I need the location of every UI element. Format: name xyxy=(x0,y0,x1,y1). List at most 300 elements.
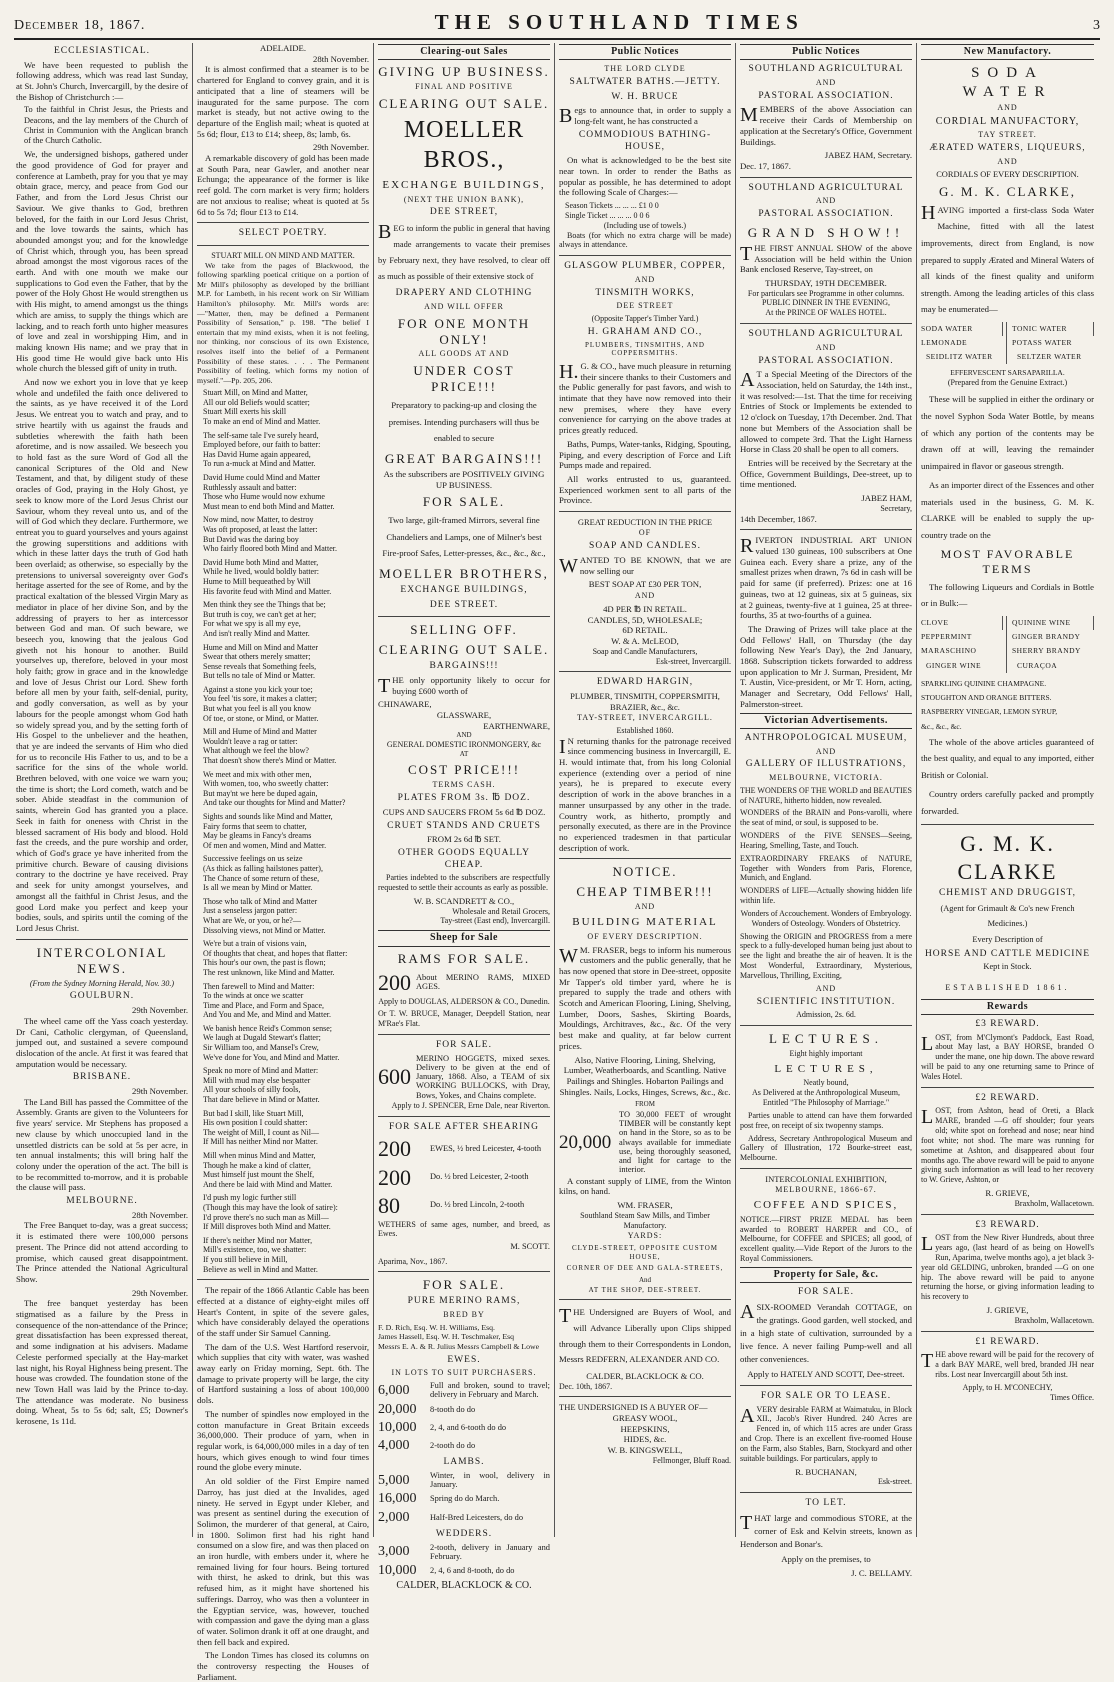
poem-verse: Speak no more of Mind and Matter: Mill with mud may else bespatter All your schools of silly fools, That dare believe in Mind or Matter. xyxy=(203,1066,320,1105)
poem-verse: Then farewell to Mind and Matter: To the winds at once we scatter Time and Place, and Form and Space, And You and Me, and Mind and Matter. xyxy=(203,981,331,1020)
divider xyxy=(740,1385,912,1386)
soap-price-2: 4D PER ℔ IN RETAIL. xyxy=(603,603,687,614)
drink-item: SEIDLITZ WATER xyxy=(926,352,993,362)
ewes-text: 2, 4, and 6-tooth do do xyxy=(430,1422,507,1432)
wedders-number: 10,000 xyxy=(378,1562,417,1578)
farm-signature: R. BUCHANAN, xyxy=(795,1466,857,1477)
ewes-text: 8-tooth do do xyxy=(430,1404,476,1414)
ewes-number: 4,000 xyxy=(378,1438,410,1454)
page-number: 3 xyxy=(1093,18,1100,33)
sale2-heading: FOR SALE. xyxy=(422,1277,506,1293)
select-poetry-heading: SELECT POETRY. xyxy=(238,228,328,239)
and-line: AND xyxy=(456,731,472,740)
to-let-heading: TO LET. xyxy=(805,1498,847,1509)
assoc-1-date: Dec. 17, 1867. xyxy=(740,160,791,171)
reward-3-signature: J. GRIEVE, xyxy=(986,1305,1029,1316)
scandrett-paragraph-2: Parties indebted to the subscribers are respectfully requested to settle their accounts as early as possible. xyxy=(378,873,550,893)
candles-price-2: 6D RETAIL. xyxy=(622,625,668,636)
column-1 xyxy=(12,43,193,1537)
baths-season-price: Season Tickets ... ... ... £1 0 0 xyxy=(565,201,659,211)
fraser-timber-text: TO 30,000 FEET of wrought TIMBER will be constantly kept on hand in the Store, so as to be always available for immediate use, being thoroughly seasoned, and light for cartage to the interior. xyxy=(619,1109,731,1175)
building-material: BUILDING MATERIAL xyxy=(572,916,718,929)
rams-apply: Apply to DOUGLAS, ALDERSON & CO., Dunedin. xyxy=(378,996,550,1006)
poem-verse: Now mind, now Matter, to destroy Was oft proposed, at least the latter: But David was the daring boy Who fairly floored both Mind and Matter. xyxy=(203,515,337,554)
poem-verse: We banish hence Reid's Common sense; We laugh at Dugald Stewart's flatter; Sir William too, and Mansel's Crew, We've done for You, and Mind and Matter. xyxy=(203,1023,340,1062)
poem-verses xyxy=(197,388,369,1274)
graham-name: H. GRAHAM AND CO., xyxy=(587,327,703,337)
drinks-note: (Prepared from the Genuine Extract.) xyxy=(947,377,1068,387)
lambs-row xyxy=(378,1509,550,1526)
aerated-waters: ÆRATED WATERS, LIQUEURS, xyxy=(929,143,1086,154)
reward-4-text: THE above reward will be paid for the recovery of a dark BAY MARE, well bred, branded JH near ribs. Lost near Invercargill about 5th inst. xyxy=(921,1350,1094,1379)
drink-item: SODA WATER xyxy=(921,322,1003,336)
liqueur-item: SHERRY BRANDY xyxy=(1012,646,1081,656)
brisbane-text: The Land Bill has passed the Committee of the Assembly. Grants are given to the Volunteers for five years' service. Mr Stephens has proposed a new clause by which unoccupied land in the unsettled districts can be sold at 5s per acre, in ten annual instalments; this will bring half the colony under the operation of the act. The bill is to be recommitted to-morrow, and it is probable the clause will pass. xyxy=(16,1096,188,1193)
drink-item: POTASS WATER xyxy=(1012,337,1073,347)
graham-paragraph-3: All works entrusted to us, guaranteed. Experienced workmen sent to all parts of the Province. xyxy=(559,473,731,506)
candles-price-1: CANDLES, 5D, WHOLESALE; xyxy=(587,614,703,625)
liqueur-item: &c., &c., &c. xyxy=(921,721,962,731)
shearing-date: Aparima, Nov., 1867. xyxy=(378,1256,448,1266)
reward-3-heading: £3 REWARD. xyxy=(975,1219,1040,1230)
poem-verse: David Hume both Mind and Matter, While he lived, would boldly batter: Hume to Mill bequeathed by Will His favorite feud with Mind and Matter. xyxy=(203,557,332,596)
adelaide-date-2: 29th November. xyxy=(313,142,369,153)
museum-line-4: MELBOURNE, VICTORIA. xyxy=(769,773,883,782)
hargin-name: EDWARD HARGIN, xyxy=(596,677,694,688)
cost-price-line: COST PRICE!!! xyxy=(407,762,521,778)
exhibition-line-2: MELBOURNE, 1866-67. xyxy=(775,1185,877,1195)
lambs-number: 16,000 xyxy=(378,1491,417,1507)
column-2 xyxy=(193,43,374,1682)
soap-paragraph: WANTED TO BE KNOWN, that we are now selling our xyxy=(559,554,731,577)
moeller-line-1: GIVING UP BUSINESS. xyxy=(378,64,550,80)
liqueurs-list xyxy=(921,616,1094,673)
shearing-rows xyxy=(378,1135,550,1218)
lectures-heading-2: LECTURES, xyxy=(774,1062,878,1075)
assoc-2-line-1: SOUTHLAND AGRICULTURAL xyxy=(748,182,904,193)
grimault-agent: (Agent for Grimault & Co's new French Medicines.) xyxy=(940,904,1075,929)
wedders-text: 2-tooth, delivery in January and February. xyxy=(430,1542,550,1561)
moeller-paragraph-2: Preparatory to packing-up and closing the premises. Intending purchasers will thus be enabled to secure xyxy=(388,400,540,444)
section-sheep-for-sale: Sheep for Sale xyxy=(378,930,550,946)
poem-verse: Men think they see the Things that be; But truth is coy, we can't get at her; For what we spy is all my eye, And isn't really Mind and Matter. xyxy=(203,600,326,638)
poem-verse: Mill and Hume of Mind and Matter Wouldn't leave a rag or tatter: What although we feel the blow? That doesn't show there's Mind or Matter. xyxy=(203,727,337,766)
scandrett-signature: W. B. SCANDRETT & CO., xyxy=(413,895,515,906)
adelaide-heading: ADELAIDE. xyxy=(259,43,307,53)
lectures-count: Eight highly important xyxy=(789,1049,863,1059)
museum-p1: THE WONDERS OF THE WORLD and BEAUTIES of NATURE, hitherto hidden, now revealed. xyxy=(740,785,912,805)
adelaide-date: 28th November. xyxy=(313,53,369,64)
wool-buyers-signature: CALDER, BLACKLOCK & CO. xyxy=(586,1370,704,1381)
assoc-3-line-3: PASTORAL ASSOCIATION. xyxy=(758,355,894,366)
divider xyxy=(740,1492,912,1493)
baths-proprietor: W. H. BRUCE xyxy=(611,91,679,102)
graham-trades: PLUMBERS, TINSMITHS, AND COPPERSMITHS. xyxy=(585,340,705,358)
soap-price-1: BEST SOAP AT £30 PER TON, xyxy=(588,579,702,590)
ironmongery-line: GENERAL DOMESTIC IRONMONGERY, &c xyxy=(386,739,542,749)
hoggets-row xyxy=(378,1054,550,1100)
moeller-address: EXCHANGE BUILDINGS, xyxy=(382,179,546,192)
poem-verse: The self-same tale I've surely heard, Employed before, our faith to batter: Has David Hume again appeared, To run a-muck at Mind and Matter. xyxy=(203,430,321,469)
lambs-text: Spring do do March. xyxy=(430,1494,500,1504)
poem-verse: I'd push my logic further still (Though this may have the look of satire): I'd prove there's no such man as Mill— If Mill disproves both Mind and Matter. xyxy=(203,1193,338,1232)
fraser-yard-3: AT THE SHOP, DEE-STREET. xyxy=(588,1285,702,1294)
riverton-paragraph-1: RIVERTON INDUSTRIAL ART UNION valued 130 guineas, 100 subscribers at One Guinea each. Every share a prize, any of the smallest prizes when drawn, 7s 6d in cash will be paid for same (if preferred). Prizes: one at 16 guineas, two at 12 guineas, six at 5 guineas, six at 2 guineas, twenty-five at 1 guinea, 25 at three-fourths, 35 at two-fourths of a guinea. xyxy=(740,535,912,621)
assoc-3-paragraph-1: AT a Special Meeting of the Directors of the Association, held on Saturday, the 14th inst., it was resolved:—1st. That the time for receiving Entries of Stock or Implements be extended to 12 o'clock on Tuesday, 17th December. 2nd. That none but Members of the Association shall be allowed to compete 3rd. That the Light Harness Horse in Class 20 shall be open to all comers. xyxy=(740,369,912,455)
moeller-will-offer: AND WILL OFFER xyxy=(424,301,504,311)
divider xyxy=(16,939,188,940)
london-times-item: The London Times has closed its columns on the controversy respecting the Houses of Parliament. xyxy=(197,1650,369,1682)
museum-p3: WONDERS of the FIVE SENSES—Seeing, Hearing, Smelling, Taste, and Touch. xyxy=(740,831,912,850)
drinks-list-right xyxy=(1007,322,1094,365)
assoc-2-line-3: PASTORAL ASSOCIATION. xyxy=(758,209,894,220)
section-public-notices-2: Public Notices xyxy=(740,44,912,60)
drinks-sub: EFFERVESCENT SARSAPARILLA. xyxy=(950,368,1065,378)
fraser-mills: Southland Steam Saw Mills, and Timber Manufactory. xyxy=(580,1210,710,1230)
melbourne-date-1: 28th November. xyxy=(132,1209,188,1220)
riverton-paragraph-2: The Drawing of Prizes will take place at the Odd Fellows' Hall, on Thursday (the day following New Year's Day), the 2nd January, 1868. Subscription tickets forwarded to address upon application to Mr J. Surman, President, Mr T. Austin, Vice-president, or Mr T. Horn, acting, Manager and Secretary, Odd Fellows' Hall, Palmerston-street. xyxy=(740,623,912,709)
liqueur-item: CURAÇOA xyxy=(1017,660,1058,670)
divider xyxy=(559,511,731,512)
scandrett-trade: Wholesale and Retail Grocers, xyxy=(452,906,550,916)
museum-line-2: AND xyxy=(815,746,837,756)
moeller-all-goods: ALL GOODS AT AND xyxy=(418,349,510,359)
assoc-3-line-2: AND xyxy=(815,342,837,352)
soap-line-2: OF xyxy=(638,528,652,538)
sale2-line-3: F. D. Rich, Esq. W. H. Williams, Esq. xyxy=(378,1322,495,1332)
reward-1-heading: £3 REWARD. xyxy=(975,1018,1040,1029)
column-4 xyxy=(555,43,736,1537)
ewes-number: 20,000 xyxy=(378,1401,417,1417)
assoc-1-paragraph: MEMBERS of the above Association can receive their Cards of Membership on application at the Secretary's Office, Government Buildings. xyxy=(740,104,912,147)
lectures-p1: As Delivered at the Anthropological Museum, Entitled "The Philosophy of Marriage." xyxy=(752,1088,900,1108)
ecclesiastical-body-1: We, the undersigned bishops, gathered under the good providence of God for prayer and conference at Lambeth, pray for you that ye may obtain grace, mercy, and peace from God our Father, and from the Lord Jesus Christ our Saviour. We give thanks to God, brethren beloved, for the faith in our Lord Jesus Christ, and the love towards the saints, which has abounded amongst you; and for the knowledge of Christ which, through you, has been spread abroad amongst the most vigorous races of the earth. And with one mouth we make our supplications to God even the Father, that by the power of the Holy Ghost He would strengthen us with His might, to amend amongst us the things which are amiss, to supply the things which are lacking, and to reach forth unto higher measures of love and zeal in worshipping Him, and in making known His name; and we pray that in His good time He would give back unto His whole church the blessed gift of unity in truth. xyxy=(16,149,188,374)
fraser-lime: A constant supply of LIME, from the Winton kilns, on hand. xyxy=(559,1175,731,1197)
column-5 xyxy=(736,43,917,1578)
moeller-for-sale: FOR SALE. xyxy=(422,494,506,510)
ewes-sub: IN LOTS TO SUIT PURCHASERS. xyxy=(391,1368,537,1378)
lambs-row xyxy=(378,1490,550,1507)
drinks-list xyxy=(921,322,1094,365)
earthenware-line: EARTHENWARE, xyxy=(483,720,550,731)
ewes-number: 10,000 xyxy=(378,1419,417,1435)
hargin-established: Established 1860. xyxy=(616,725,674,735)
intercolonial-news-heading: INTERCOLONIAL NEWS. xyxy=(36,944,168,976)
lambs-text: Half-Bred Leicesters, do do xyxy=(430,1512,524,1522)
soap-line-3: SOAP AND CANDLES. xyxy=(589,541,701,552)
drink-item: LEMONADE xyxy=(921,337,968,347)
hargin-paragraph: IN returning thanks for the patronage received since commencing business in Invercargill, E. H. would intimate that, from his long Colonial experience (extending over a period of nine years), he is prepared to execute every description of work in the above branches in a manner unsurpassed by any other in the trade. Country work, as hitherto, promptly and personally executed, as there are in the Province no experienced tradesmen in that particular description of work. xyxy=(559,735,731,853)
rams-or: Or T. W. BRUCE, Manager, Deepdell Station, near M'Rae's Flat. xyxy=(378,1009,550,1029)
museum-p7: Showing the ORIGIN and PROGRESS from a mere speck to a fully-developed human being just about to see the light and breathe the air of heaven. It is the Most Wonderful, Extraordinary, Mysterious, Marvellous, Thrilling, Exciting, xyxy=(740,931,912,980)
aerated-and: AND xyxy=(997,156,1018,166)
rams-number: 200 xyxy=(378,969,411,995)
divider xyxy=(740,1025,912,1026)
kingswell-line-3: HEEPSKINS, xyxy=(620,1423,670,1434)
graham-paragraph-1: H.G. & CO., have much pleasure in returning their sincere thanks to their Customers and the Public generally for past favors, and wish to intimate that they have now removed into their new premises, where they have every convenience for carrying on the above trades at prices greatly reduced. xyxy=(559,360,731,436)
melbourne-heading: MELBOURNE. xyxy=(66,1196,138,1207)
baths-paragraph-1: Begs to announce that, in order to supply a long-felt want, he has constructed a xyxy=(559,105,731,128)
museum-and: AND xyxy=(815,983,837,993)
ewes-row xyxy=(378,1437,550,1454)
wool-buyers-paragraph: THE Undersigned are Buyers of Wool, and will Advance Liberally upon Clips shipped through them to their Correspondents in London, Messrs REDFERN, ALEXANDER AND CO. xyxy=(559,1305,731,1365)
lambs-text: Winter, in wool, delivery in January. xyxy=(430,1470,550,1490)
liqueur-item: GINGER WINE xyxy=(926,660,982,670)
scandrett-paragraph-1: THE only opportunity likely to occur for buying £600 worth of xyxy=(378,674,550,697)
atlantic-cable-item: The repair of the 1866 Atlantic Cable has been effected at a distance of eighty-eight miles off Heart's Content, in spite of the severe gales, which have considerably delayed the operations of the staff under Sir Samuel Canning. xyxy=(197,1285,369,1338)
ewes-heading: EWES. xyxy=(447,1354,481,1365)
fraser-yard-2: CORNER OF DEE AND GALA-STREETS, xyxy=(566,1264,724,1273)
cheap-timber: CHEAP TIMBER!!! xyxy=(576,884,714,900)
baths-single-price: Single Ticket ... ... ... 0 0 6 xyxy=(565,210,650,220)
divider xyxy=(378,616,550,617)
public-dinner: PUBLIC DINNER IN THE EVENING, xyxy=(761,298,891,308)
divider xyxy=(559,255,731,256)
column-3 xyxy=(374,43,555,1592)
section-rewards: Rewards xyxy=(921,999,1094,1015)
moeller-paragraph-3: As the subscribers are POSITIVELY GIVING UP BUSINESS. xyxy=(383,468,545,490)
wedders-number: 3,000 xyxy=(378,1544,410,1560)
ewes-row xyxy=(378,1401,550,1418)
rams-text: About MERINO RAMS, MIXED AGES. xyxy=(416,972,550,992)
hargin-trades-2: BRAZIER, &c., &c. xyxy=(610,701,680,712)
clarke-paragraph-5: The whole of the above articles guaranteed of the best quality, and equal to any imported, either British or Colonial. xyxy=(921,736,1094,780)
liqueur-item: MARASCHINO xyxy=(921,646,977,656)
shearing-number: 200 xyxy=(378,1136,411,1162)
lambs-row xyxy=(378,1471,550,1489)
museum-line-3: GALLERY OF ILLUSTRATIONS, xyxy=(745,759,907,770)
cups-line: CUPS AND SAUCERS FROM 5s 6d ℔ DOZ. xyxy=(382,806,546,817)
liqueur-item: STOUGHTON AND ORANGE BITTERS. xyxy=(921,693,1052,703)
wedders-heading: WEDDERS. xyxy=(435,1528,493,1539)
divider xyxy=(559,671,731,672)
farm-address: Esk-street. xyxy=(878,1477,912,1487)
moeller-one-month: FOR ONE MONTH ONLY! xyxy=(397,315,531,347)
divider xyxy=(197,1279,369,1280)
ecclesiastical-intro: We have been requested to publish the following address, which was read last Sunday, at St. John's Church, Invercargill, by the desire of the Bishop of Christchurch :— xyxy=(16,59,188,102)
ewes-row xyxy=(378,1381,550,1399)
shearing-text: Do. ½ bred Leicester, 2-tooth xyxy=(430,1172,529,1182)
tay-street: TAY STREET. xyxy=(978,130,1037,140)
moeller-paragraph-4: Two large, gilt-framed Mirrors, several fine Chandeliers and Lamps, one of Milner's best Fire-proof Safes, Letter-presses, &c., &c., &c., xyxy=(382,515,546,559)
divider xyxy=(740,529,912,530)
assoc-3-paragraph-2: Entries will be received by the Secretary at the Office, Government Buildings, Dee-street, up to time mentioned. xyxy=(740,457,912,490)
sale2-line-2: BRED BY xyxy=(443,1310,485,1320)
to-let-signature: J. C. BELLAMY. xyxy=(851,1567,912,1578)
lambs-number: 5,000 xyxy=(378,1472,410,1488)
museum-p4: EXTRAORDINARY FREAKS of NATURE, Together with Wonders from Paris, Florence, Munich, and England. xyxy=(740,853,912,883)
divider xyxy=(921,824,1094,825)
cordial-manufactory: CORDIAL MANUFACTORY, xyxy=(935,116,1080,127)
fraser-timber-row xyxy=(559,1110,731,1175)
museum-line-1: ANTHROPOLOGICAL MUSEUM, xyxy=(744,732,908,743)
clarke-paragraph-2: These will be supplied in either the ordinary or the novel Syphon Soda Water Bottle, by means of which any portion of the contents may be drawn off at will, leaving the remainder unimpaired in flavor or gaseous strength. xyxy=(921,394,1094,471)
established: ESTABLISHED 1861. xyxy=(945,982,1070,992)
moeller-line-2: FINAL AND POSITIVE xyxy=(415,82,513,92)
kingswell-address: Fellmonger, Bluff Road. xyxy=(652,1455,731,1465)
liqueur-item: GINGER BRANDY xyxy=(1012,632,1081,642)
issue-date: December 18, 1867. xyxy=(14,18,146,33)
mcleod-address: Esk-street, Invercargill. xyxy=(655,656,731,666)
divider xyxy=(378,1116,550,1117)
rams-heading: RAMS FOR SALE. xyxy=(397,950,531,966)
poem-verse: We're but a train of visions vain, Of thoughts that cheat, and hopes that flatter: This hour's our own, the past is flown; The rest unknown, like Mind and Matter. xyxy=(203,939,348,977)
liqueur-item: CLOVE xyxy=(921,616,1003,630)
poem-verse: Stuart Mill, on Mind and Matter, All our old Beliefs would scatter; Stuart Mill exerts his skill To make an end of Mind and Matter. xyxy=(203,388,321,427)
shearing-number: 80 xyxy=(378,1192,400,1218)
hoggets-text: MERINO HOGGETS, mixed sexes. Delivery to be given at the end of January, 1868. Also, a TEAM of six WORKING BULLOCKS, with Dray, Bows, Yokes, and Chains complete. xyxy=(416,1053,550,1100)
glasgow-line-4: DEE STREET xyxy=(616,301,674,311)
reward-2-heading: £2 REWARD. xyxy=(975,1092,1040,1103)
moeller-under-cost: UNDER COST PRICE!!! xyxy=(413,363,515,395)
section-new-manufactory: New Manufactory. xyxy=(921,44,1094,60)
grand-show: GRAND SHOW!! xyxy=(747,224,905,240)
cordials-every: CORDIALS OF EVERY DESCRIPTION. xyxy=(936,169,1079,179)
hargin-trades: PLUMBER, TINSMITH, COPPERSMITH, xyxy=(570,691,720,702)
poem-verse: Successive feelings on us seize (As thick as falling hailstones patter), The Chance of some return of these, Is all we mean by Mind or Matter. xyxy=(203,854,323,893)
notice-heading: NOTICE. xyxy=(612,864,678,880)
poem-verse: But bad I skill, like Stuart Mill, His own position I could shatter: The weight of Mill, I count as Nil— If Mill has neither Mind nor Matter. xyxy=(203,1108,319,1147)
bathing-house: COMMODIOUS BATHING-HOUSE, xyxy=(578,129,712,152)
shearing-text: WETHERS of same ages, number, and breed, as Ewes. xyxy=(378,1219,550,1239)
reward-2-text: LOST, from Ashton, head of Oreti, a Black MARE, branded —G off shoulder; four years old; white spot on forehead and nose; near hind foot white; not shod. The mare was running for sometime at Ashton, and disappeared about four months ago. The above reward will be paid to anyone giving such information as will lead to her recovery to W. Grieve, Ashton, or xyxy=(921,1106,1094,1185)
cottage-paragraph: ASIX-ROOMED Verandah COTTAGE, on the gratings. Good garden, well stocked, and in a high state of cultivation, surrounded by a live fence. A never failing Pump-well and all other conveniences. xyxy=(740,1300,912,1365)
assoc-3-line-1: SOUTHLAND AGRICULTURAL xyxy=(748,329,904,340)
old-soldier-item: An old soldier of the First Empire named Darroy, has just died at the Invalides, aged ninety. He served in Egypt under Kleber, and was present as sentinel during the execution of Solimon, the murderer of that general, at Cairo, in 1800. Solimon first had his right hand consumed on a slow fire, and was then placed on an iron hurdle, with embers under it, where he remained living for four hours. Being tortured with thirst, he asked to drink, but this was refused him, as it might have shortened his sufferings. Darroy, who was then a volunteer in the Egyptian service, was, however, touched with compassion and gave the dying man a glass of water. Solimon drank it off at one draught, and then fell back and expired. xyxy=(197,1476,369,1647)
poem-verse: Mill when minus Mind and Matter, Though he make a kind of clatter, Must himself just mount the Shelf, And there be laid with Mind and Matter. xyxy=(203,1151,333,1189)
assoc-2-paragraph: THE FIRST ANNUAL SHOW of the above Association will be held within the Union Bank enclosed Reserve, Tay-street, on xyxy=(740,242,912,275)
glassware-line: GLASSWARE, xyxy=(436,709,492,720)
ewes-text: Full and broken, sound to travel; delivery in February and March. xyxy=(430,1381,550,1400)
brisbane-heading: BRISBANE. xyxy=(72,1072,132,1083)
farm-heading: FOR SALE OR TO LEASE. xyxy=(760,1390,892,1401)
museum-p6: Wonders of Accouchement. Wonders of Embryology. Wonders of Osteology. Wonders of Obstetricy. xyxy=(740,908,912,928)
kingswell-line-2: GREASY WOOL, xyxy=(612,1412,678,1423)
shearing-row xyxy=(378,1192,550,1219)
selling-off-heading: SELLING OFF. xyxy=(410,622,518,638)
divider xyxy=(559,858,731,859)
divider xyxy=(740,1168,912,1169)
goulburn-heading: GOULBURN. xyxy=(69,991,135,1002)
divider xyxy=(559,1299,731,1300)
wedders-text: 2, 4, 6 and 8-tooth, do do xyxy=(430,1565,515,1575)
hargin-address: TAY-STREET, INVERCARGILL. xyxy=(577,712,713,722)
paper-title: THE SOUTHLAND TIMES xyxy=(434,10,804,34)
ewes-number: 6,000 xyxy=(378,1382,410,1398)
assoc-1-signature: JABEZ HAM, Secretary. xyxy=(824,150,912,161)
cottage-apply: Apply to HATELY AND SCOTT, Dee-street. xyxy=(747,1369,905,1380)
news-source: (From the Sydney Morning Herald, Nov. 30.) xyxy=(29,978,175,988)
brisbane-date: 29th November. xyxy=(132,1085,188,1096)
reward-3-address: Braxholm, Wallacetown. xyxy=(1014,1315,1094,1325)
moeller-brothers: MOELLER BROTHERS, xyxy=(379,565,549,581)
moeller-name: MOELLER BROS., xyxy=(403,117,525,173)
assoc-3-date: 14th December, 1867. xyxy=(740,513,817,524)
glasgow-line-5: (Opposite Tapper's Timber Yard.) xyxy=(591,314,699,324)
wedders-row xyxy=(378,1543,550,1561)
moeller-paragraph-1: BEG to inform the public in general that having made arrangements to vacate their premises by February next, they have resolved, to clear off as much as possible of their extensive stock of xyxy=(378,221,550,282)
melbourne-text-2: The free banquet yesterday has been stigmatised as a failure by the Press in consequence of the non-attendance of the Prince; great dissatisfaction has been expressed thereat, and some indignation at his advisers. Madame Celeste performed specially at the Hay-market last night, his Royal Highness being present. The house was crowded. The foundation stone of the new Town Hall was laid by the Prince to-day. The attendance was moderate. No business doing. Wheat, 5s to 5s 6d; salt, £5; Downer's kerosene, 1s 11d. xyxy=(16,1298,188,1427)
shearing-text: Do. ½ bred Lincoln, 2-tooth xyxy=(430,1200,525,1210)
clarke-paragraph-3: As an importer direct of the Essences and other materials used in the business, G. M. K. CLARKE will be enabled to supply the up-country trade on the xyxy=(921,480,1094,540)
chemist-druggist: CHEMIST AND DRUGGIST, xyxy=(938,887,1077,898)
clearing-out-heading: CLEARING OUT SALE. xyxy=(378,642,550,658)
to-let-paragraph: THAT large and commodious STORE, at the corner of Esk and Kelvin streets, known as Henderson and Bonar's. xyxy=(740,1511,912,1549)
every-description-line: Every Description of xyxy=(972,935,1043,945)
poem-verse: Hume and Mill on Mind and Matter Swear that others merely smatter; Sense reveals that Something feels, But tells no tale of Mind or Matter. xyxy=(203,642,319,681)
section-property: Property for Sale, &c. xyxy=(740,1267,912,1283)
soda-and: AND xyxy=(997,103,1018,113)
section-public-notices: Public Notices xyxy=(559,44,731,60)
sale2-line-1: PURE MERINO RAMS, xyxy=(407,1296,521,1307)
mcleod-trade: Soap and Candle Manufacturers, xyxy=(592,646,698,656)
liqueur-item: QUININE WINE xyxy=(1012,616,1094,630)
reward-2-signature: R. GRIEVE, xyxy=(985,1188,1030,1199)
fraser-from: FROM xyxy=(635,1100,655,1109)
baths-paragraph-2: On what is acknowledged to be the best site near town. In order to render the Baths as popular as possible, he has determined to adopt the following Scale of Charges:— xyxy=(559,155,731,198)
glasgow-line-1: GLASGOW PLUMBER, COPPER, xyxy=(564,261,726,272)
ecclesiastical-body-2: And now we exhort you in love that ye keep whole and undefiled the faith once delivered to the saints, as ye have received it of the Lord Jesus. We entreat you to watch and pray, and to strive heartily with us against the frauds and subtleties wherewith the faith hath been aforetime, and is now assailed. We beseech you to hold fast as the sure Word of God all the canonical Scriptures of the Old and New Testament, and that, by diligent study of these oracles of God, praying in the Holy Ghost, ye seek to know more of the Lord Jesus Christ our Saviour, whom they reveal unto us, and of the will of God which they declare. Furthermore, we entreat you to guard yourselves and yours against the growing superstitions and additions with which in these latter days the truth of God hath been overlaid; as otherwise, so especially by the pretensions to universal sovereignty over God's heritage asserted for the see of Rome, and by the practical exaltation of the blessed Virgin Mary as mediator in place of her divine Son, and by the addressing of prayers to her as intercessor between God and man. Of such beware, we beseech you, knowing that the jealous God giveth not his honour to another. Build yourselves up, therefore, beloved in your most holy faith; grow in grace and in the knowledge and love of Jesus Christ our Lord. Shew forth before all men by your faith, self-denial, purity, and godly conversation, as well as by your labours for the people amongst whom God hath so widely spread you, and by the setting forth of His Gospel to the unbeliever and the heathen, that ye are indeed the servants of Him who died for us to reconcile His Father to us, and to be a sacrifice for the sins of the whole world. Brethren beloved, with one voice we warn you; the time is short; the Lord cometh, watch and be sober. Abide steadfast in the communion of saints, wherein God has granted you a place. Seek in faith for oneness with Christ in the blessed sacrament of His body and blood. Hold fast the creeds, and the pure worship and order, which of God's grace ye have inherited from the primitive church. Beware of causing divisions contrary to the doctrine ye have received. Pray and seek for unity amongst yourselves, and amongst all the faithful in Christ Jesus, and the good Lord make you perfect and keep your bodies, souls, and spirits until the coming of the Lord Jesus Christ. xyxy=(16,377,189,933)
fraser-yard-1: CLYDE-STREET, OPPOSITE CUSTOM HOUSE, xyxy=(571,1244,719,1261)
kingswell-signature: W. B. KINGSWELL, xyxy=(607,1444,683,1455)
hartford-dam-item: The dam of the U.S. West Hartford reservoir, which supplies that city with water, was washed away early on Friday morning, Sept. 6th. The damage to private property will be large, the city of Hartford sustaining a loss of about 100,000 dols. xyxy=(197,1341,369,1406)
lambs-number: 2,000 xyxy=(378,1509,410,1525)
shearing-signature: M. SCOTT. xyxy=(510,1242,550,1252)
lambs-rows xyxy=(378,1471,550,1526)
reward-2-address: Braxholm, Wallacetown. xyxy=(1014,1198,1094,1208)
scandrett-address: Tay-street (East end), Invercargill. xyxy=(440,916,550,926)
hoggets-number: 600 xyxy=(378,1064,411,1090)
at-line: AT xyxy=(459,749,469,758)
fraser-paragraph-2: Also, Native Flooring, Lining, Shelving, Lumber, Weatherboards, and Scantling. Native Pailings and Shingles. Hobarton Pailings and Shingles. Nails, Locks, Hinges, Screws, &c., &c. xyxy=(559,1054,731,1097)
drink-item: SELTZER WATER xyxy=(1017,352,1082,362)
baths-towels: (Including use of towels.) xyxy=(603,220,687,230)
section-clearing-out-sales: Clearing-out Sales xyxy=(378,44,550,60)
moeller-exchange: EXCHANGE BUILDINGS, xyxy=(400,584,528,595)
museum-p5: WONDERS of LIFE—Actually showing hidden life within life. xyxy=(740,886,912,906)
liqueur-item: RASPBERRY VINEGAR, LEMON SYRUP, xyxy=(921,707,1058,717)
poem-verse: We meet and mix with other men, With women, too, who sweetly chatter: But may'nt we here be duped again, And take our thoughts for Mind and Matter? xyxy=(203,769,346,808)
fraser-yard-and: And xyxy=(638,1276,652,1285)
divider xyxy=(559,1396,731,1397)
moeller-street: DEE STREET, xyxy=(429,207,499,218)
fraser-timber-number: 20,000 xyxy=(559,1131,612,1153)
divider xyxy=(197,245,369,246)
cruet-line: CRUET STANDS AND CRUETS xyxy=(387,820,541,831)
ecclesiastical-heading: ECCLESIASTICAL. xyxy=(53,46,150,56)
cruet-price: FROM 2s 6d ℔ SET. xyxy=(427,834,501,845)
ewes-text: 2-tooth do do xyxy=(430,1441,476,1451)
liqueurs-list-left xyxy=(921,616,1007,673)
drinks-list-left xyxy=(921,322,1007,365)
museum-admission: Admission, 2s. 6d. xyxy=(796,1010,856,1020)
masthead xyxy=(14,10,1100,40)
sale2-line-4: James Hassell, Esq. W. H. Teschmaker, Esq xyxy=(378,1332,515,1342)
divider xyxy=(378,1034,550,1035)
assoc-3-title: Secretary, xyxy=(880,503,912,513)
goulburn-text: The wheel came off the Yass coach yesterday. Dr Cani, Catholic clergyman, of Queensland, jumped out, and sustained a severe compound dislocation of the ancle. At first it was feared that amputation would be necessary. xyxy=(16,1015,188,1069)
clarke-name-large: G. M. K. CLARKE xyxy=(957,831,1058,884)
lectures-bound: Neatly bound, xyxy=(803,1078,849,1088)
divider xyxy=(921,1331,1094,1332)
moeller-line-3: CLEARING OUT SALE. xyxy=(378,96,550,112)
baths-boats: Boats (for which no extra charge will be made) always in attendance. xyxy=(559,230,731,250)
lectures-p2: Parties unable to attend can have them forwarded post free, on receipt of six twopenny stamps. xyxy=(740,1110,912,1130)
other-goods: OTHER GOODS EQUALLY CHEAP. xyxy=(397,847,531,870)
coffee-paragraph: NOTICE.—FIRST PRIZE MEDAL has been awarded to ROBERT HARPER and CO., of Melbourne, for COFFEE and SPICES; all good, of excellent quality.—Vide Report of the Jurors to the Royal Commissioners. xyxy=(740,1214,912,1264)
favorable-terms: MOST FAVORABLE TERMS xyxy=(940,547,1075,576)
moeller-bargains: GREAT BARGAINS!!! xyxy=(384,450,544,466)
